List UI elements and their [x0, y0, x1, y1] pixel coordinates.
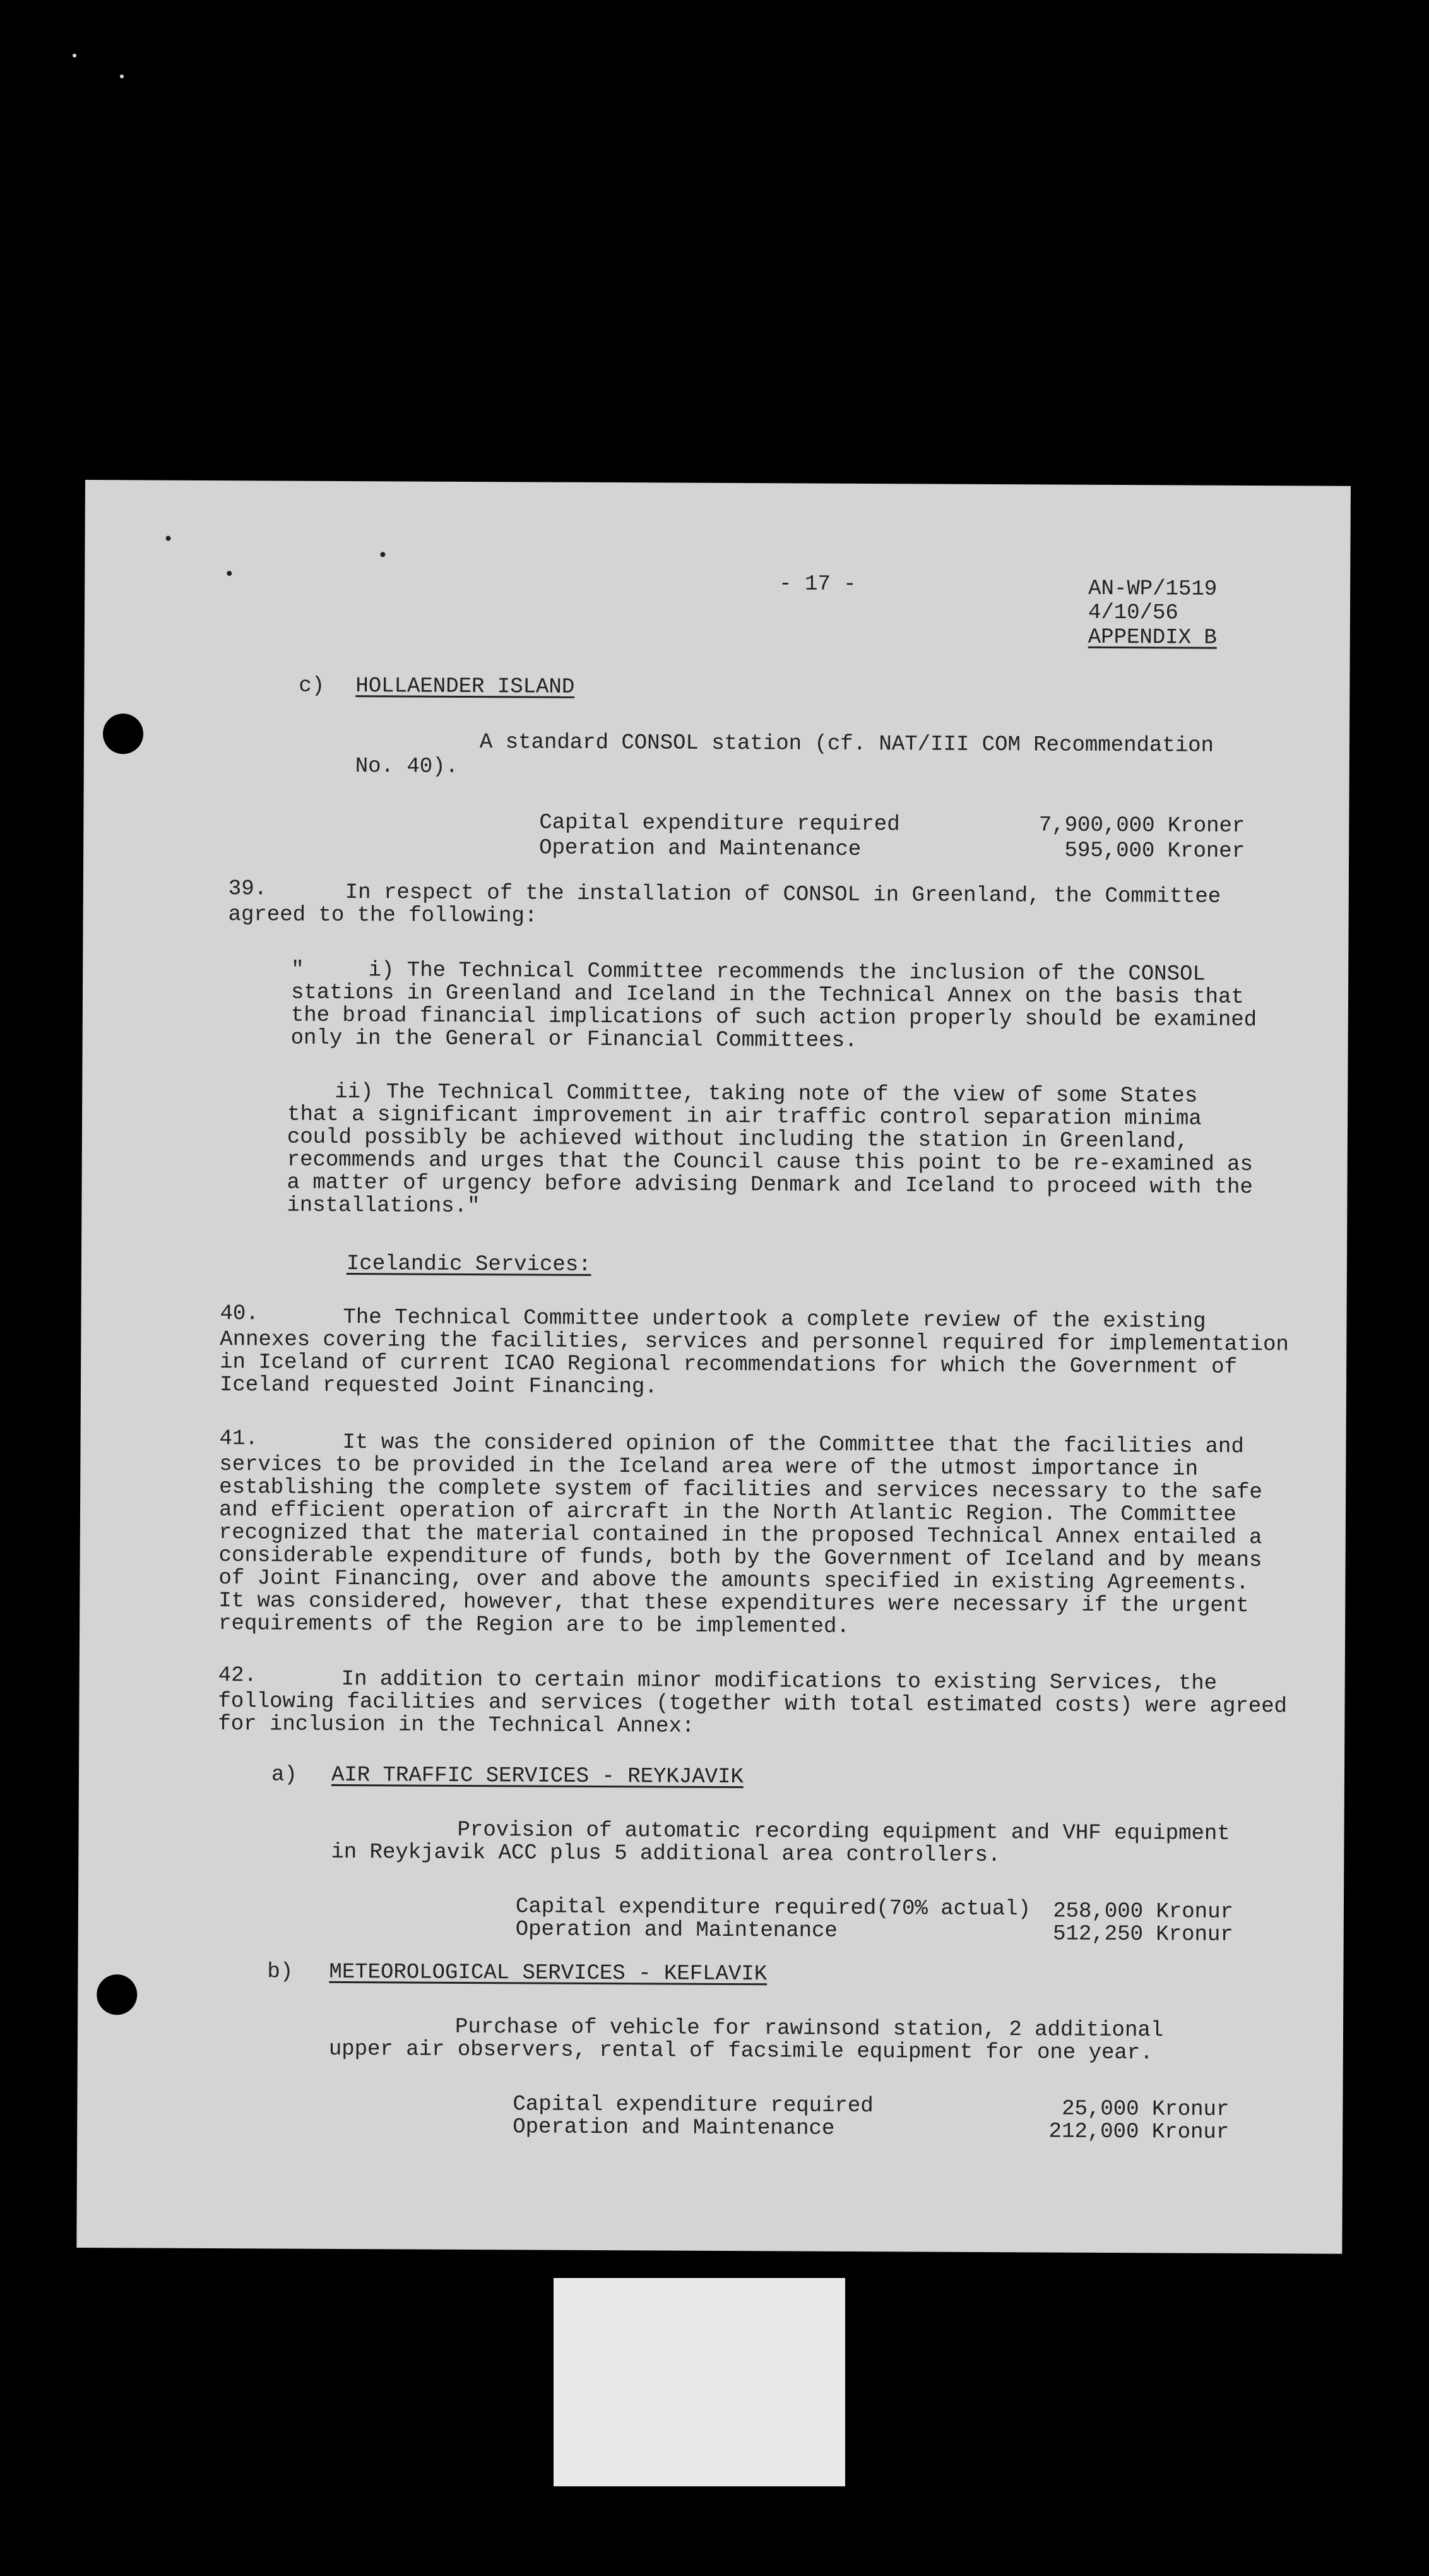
item-b-title: METEOROLOGICAL SERVICES - KEFLAVIK [329, 1960, 768, 1987]
paragraph-text: requirements of the Region are to be implemented. [218, 1612, 850, 1639]
cost-amount: 25,000 Kronur [1062, 2097, 1230, 2122]
item-b-description: upper air observers, rental of facsimile equipment for one year. [328, 2037, 1153, 2066]
cost-label: Capital expenditure required(70% actual) [515, 1895, 1031, 1922]
page-speck [166, 536, 171, 541]
cost-amount: 212,000 Kronur [1048, 2120, 1230, 2145]
paragraph-text: following facilities and services (together with total estimated costs) were agreed [218, 1690, 1288, 1719]
item-a-title: AIR TRAFFIC SERVICES - REYKJAVIK [331, 1763, 744, 1790]
cost-label: Operation and Maintenance [513, 2115, 835, 2141]
page-speck [380, 552, 385, 557]
paragraph-text: Iceland requested Joint Financing. [219, 1373, 658, 1400]
cost-label: Operation and Maintenance [515, 1917, 838, 1943]
paragraph-number: 39. [228, 877, 268, 902]
background-speck [73, 54, 76, 57]
document-reference: AN-WP/1519 [1088, 576, 1218, 602]
item-b-letter: b) [267, 1960, 294, 1984]
appendix-label: APPENDIX B [1088, 625, 1217, 650]
paragraph-number: 41. [219, 1427, 258, 1452]
page-number: - 17 - [779, 572, 857, 597]
paragraph-text: It was considered, however, that these expenditures were necessary if the urgent [218, 1589, 1249, 1619]
background-speck [120, 75, 124, 78]
paragraph-text: considerable expenditure of funds, both by the Government of Iceland and by means [218, 1544, 1262, 1573]
paragraph-text: services to be provided in the Iceland area were of the utmost importance in [219, 1453, 1199, 1482]
quote-line: only in the General or Financial Committees. [290, 1026, 858, 1053]
paragraph-text: in Iceland of current ICAO Regional recommendations for which the Government of [220, 1351, 1238, 1380]
item-a-description: in Reykjavik ACC plus 5 additional area controllers. [331, 1840, 1001, 1868]
section-c-letter: c) [299, 674, 325, 698]
cost-label: Capital expenditure required [513, 2092, 874, 2119]
paragraph-text: It was the considered opinion of the Committee that the facilities and [342, 1431, 1244, 1459]
item-a-letter: a) [271, 1763, 297, 1787]
paragraph-text: of Joint Financing, over and above the amounts specified in existing Agreements. [218, 1566, 1249, 1596]
document-date: 4/10/56 [1088, 600, 1178, 626]
cost-amount: 595,000 Kroner [1064, 838, 1245, 864]
paragraph-text: and efficient operation of aircraft in the North Atlantic Region. The Committee [218, 1498, 1236, 1527]
paragraph-text: recognized that the material contained in the proposed Technical Annex entailed a [218, 1521, 1262, 1551]
quote-line: stations in Greenland and Iceland in the Technical Annex on the basis that [290, 981, 1244, 1010]
cost-label: Capital expenditure required [539, 811, 900, 837]
paragraph-text: for inclusion in the Technical Annex: [218, 1712, 695, 1739]
paragraph-text: agreed to the following: [228, 903, 538, 929]
punch-hole-top [103, 713, 143, 754]
page-speck [227, 571, 232, 576]
section-c-description: No. 40). [355, 754, 459, 779]
item-b-description: Purchase of vehicle for rawinsond station, 2 additional [454, 2015, 1164, 2043]
section-heading: Icelandic Services: [346, 1252, 591, 1277]
cost-label: Operation and Maintenance [539, 836, 862, 862]
cost-amount: 258,000 Kronur [1053, 1899, 1234, 1924]
paragraph-text: establishing the complete system of facilities and services necessary to the safe [219, 1476, 1262, 1505]
quote-line: a matter of urgency before advising Denmark and Iceland to proceed with the [287, 1171, 1253, 1200]
item-a-description: Provision of automatic recording equipment and VHF equipment [457, 1818, 1230, 1846]
paragraph-text: The Technical Committee undertook a complete review of the existing [343, 1306, 1206, 1334]
paragraph-text: Annexes covering the facilities, services and personnel required for implementation [220, 1328, 1289, 1357]
punch-hole-bottom [97, 1974, 137, 2015]
quote-line: the broad financial implications of such action properly should be examined [290, 1003, 1257, 1033]
quote-line: that a significant improvement in air traffic control separation minima [287, 1102, 1202, 1131]
quote-line: recommends and urges that the Council cause this point to be re-examined as [287, 1148, 1254, 1178]
paragraph-number: 40. [220, 1302, 259, 1327]
section-c-description: A standard CONSOL station (cf. NAT/III COM Recommendation [479, 730, 1214, 758]
blank-label-card [554, 2278, 845, 2486]
document-page [76, 480, 1351, 2254]
paragraph-number: 42. [218, 1664, 258, 1688]
quote-line: installations." [287, 1193, 480, 1219]
paragraph-text: In respect of the installation of CONSOL in Greenland, the Committee [345, 881, 1221, 909]
cost-amount: 7,900,000 Kroner [1038, 813, 1245, 838]
quote-line: ii) The Technical Committee, taking note of the view of some States [335, 1080, 1198, 1109]
paragraph-text: In addition to certain minor modifications to existing Services, the [341, 1667, 1218, 1696]
quote-line: " i) The Technical Committee recommends the inclusion of the CONSOL [291, 958, 1206, 987]
quote-line: could possibly be achieved without including the station in Greenland, [287, 1125, 1189, 1154]
cost-amount: 512,250 Kronur [1053, 1922, 1233, 1947]
section-c-title: HOLLAENDER ISLAND [355, 674, 575, 700]
